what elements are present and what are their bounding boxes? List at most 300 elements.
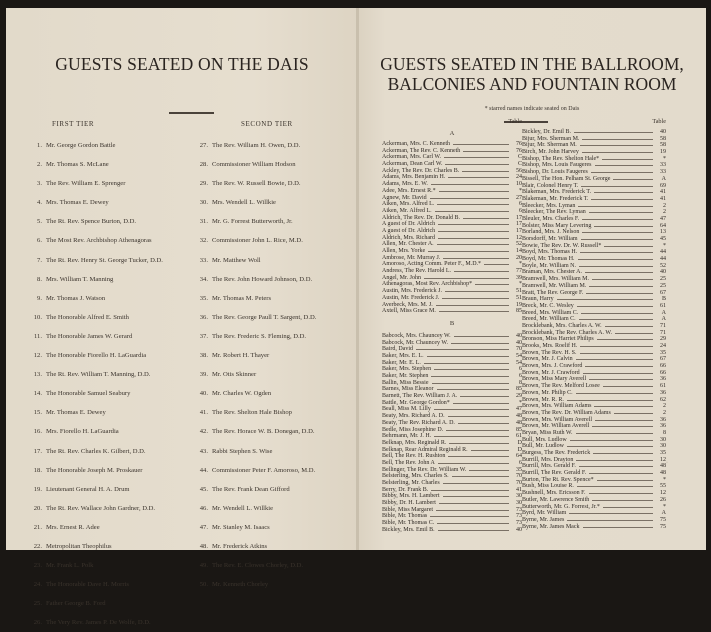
leader-line — [436, 506, 509, 511]
leader-line — [438, 459, 509, 464]
guest-name: Angel, Mr. John — [382, 274, 421, 281]
guest-name: Baker, Mrs. E. L. — [382, 352, 424, 359]
guest-entry — [382, 526, 522, 533]
leader-line — [427, 352, 509, 357]
dais-guest — [196, 174, 316, 193]
seat-number: 43. — [199, 447, 208, 455]
dais-guest — [196, 499, 316, 518]
guest-name: Bushnell, Mrs. Ericsson F. — [522, 490, 586, 497]
guest-name: The Rev. William H. Owen, D.D. — [212, 142, 301, 149]
guest-entry — [522, 141, 666, 148]
table-number: 25 — [660, 282, 666, 289]
leader-line — [428, 247, 509, 252]
guest-name: Mr. Thomas M. Peters — [212, 294, 272, 302]
leader-line — [613, 175, 653, 180]
guest-name: Berry, Dr. Frank B. — [382, 486, 429, 493]
leader-line — [593, 449, 653, 454]
guest-entry — [522, 402, 666, 409]
table-number: 6 — [519, 459, 522, 466]
seat-number: 44. — [199, 466, 208, 474]
table-number: 35 — [660, 450, 666, 456]
dais-guest — [196, 461, 316, 480]
guest-name: Breed, Mr. William C. — [522, 316, 576, 323]
dais-guest — [196, 365, 316, 384]
table-number: 35 — [516, 466, 522, 473]
page-mark: · — [666, 460, 668, 466]
leader-line — [594, 188, 653, 193]
guest-entry — [522, 188, 666, 195]
ballroom-title — [358, 54, 706, 94]
table-number: 73 — [516, 513, 522, 520]
guest-name: Brown, Mr. J. Crawford — [522, 369, 580, 376]
leader-line — [582, 228, 653, 233]
leader-line — [595, 416, 653, 421]
guest-entry — [522, 195, 666, 202]
guest-name: Braun, Harry — [522, 296, 554, 303]
guest-name: Brown, Mr. Philip C. — [522, 389, 573, 396]
leader-line — [444, 153, 509, 158]
table-number: A — [661, 510, 666, 517]
dais-guest — [196, 327, 316, 346]
seat-number: 41. — [199, 409, 208, 417]
leader-line — [431, 180, 509, 185]
table-number: * — [519, 399, 522, 406]
table-number: 2 — [663, 202, 666, 209]
guest-entry — [382, 405, 522, 412]
guest-entry — [522, 442, 666, 449]
leader-line — [580, 349, 654, 354]
seat-number: 31. — [199, 218, 208, 226]
guest-entry — [522, 382, 666, 389]
table-number: 17 — [516, 227, 522, 234]
table-number: 66 — [660, 363, 666, 370]
table-number: 36 — [660, 416, 666, 423]
guest-name: Boyd, Mrs. Thomas H. — [522, 249, 578, 256]
guest-name: Mr. Otis Skinner — [212, 371, 257, 379]
table-number: 85 — [516, 426, 522, 433]
guest-name: Bell, The Rev. H. Rushton — [382, 453, 446, 460]
guest-entry — [522, 302, 666, 309]
guest-name: Belknap, Mrs. Reginald R. — [382, 439, 447, 446]
table-number: 25 — [660, 276, 666, 283]
guest-name: Commissioner John L. Rice, M.D. — [212, 237, 303, 245]
leader-line — [432, 379, 509, 384]
guest-name: Bishop, Dr. Louis Faugeres — [522, 169, 588, 176]
guest-entry — [522, 235, 666, 242]
dais-guest — [30, 212, 163, 231]
guest-name: Mr. George Gordon Battle — [46, 142, 116, 149]
seat-number: 34. — [199, 275, 208, 283]
leader-line — [439, 187, 509, 192]
guest-entry — [522, 429, 666, 436]
leader-line — [603, 382, 653, 387]
seat-number: 12. — [33, 352, 42, 360]
dais-guest — [30, 346, 163, 365]
leader-line — [582, 135, 653, 140]
guest-name: Ambrose, Mr. Murray J. — [382, 254, 441, 261]
guest-entry — [382, 499, 522, 506]
guest-name: Mr. Frank L. Polk — [46, 562, 94, 570]
guest-name: Birch, Mr. John Harvey — [522, 149, 579, 156]
table-number: 20 — [516, 254, 522, 261]
guest-name: Baker, Mr. Stephen — [382, 373, 429, 379]
table-number: 33 — [660, 169, 666, 176]
guest-name: The Honorable James W. Gerard — [46, 332, 133, 340]
leader-line — [578, 202, 653, 207]
leader-line — [443, 492, 509, 497]
dais-guest — [30, 251, 163, 270]
dais-guest — [30, 594, 163, 613]
dais-guest — [30, 556, 163, 575]
guest-entry — [522, 282, 666, 289]
guest-name: Beall, Miss M. Lilly — [382, 406, 431, 413]
leader-line — [443, 479, 509, 484]
guest-entry — [382, 446, 522, 453]
guest-entry — [522, 349, 666, 356]
table-number: 41 — [516, 486, 522, 493]
leader-line — [471, 446, 509, 451]
leader-line — [416, 345, 509, 350]
guest-name: Commissioner William Hodson — [212, 161, 296, 169]
leader-line — [449, 439, 509, 444]
guest-name: Mrs. Fiorello H. LaGuardia — [46, 428, 119, 436]
seat-number: 37. — [199, 332, 208, 340]
seat-number: 2. — [37, 161, 42, 169]
dais-guest — [196, 575, 316, 594]
guest-entry — [522, 255, 666, 262]
leader-line — [581, 235, 653, 240]
dais-guest — [196, 537, 316, 556]
guest-entry — [522, 482, 666, 489]
guest-name: The Honorable Alfred E. Smith — [46, 313, 129, 321]
leader-line — [424, 359, 509, 364]
leader-line — [434, 432, 509, 437]
section-letter-a: A — [449, 130, 455, 137]
ballroom-title-line1: GUESTS SEATED IN THE BALLROOM, — [380, 54, 684, 74]
table-number: 61 — [660, 302, 666, 309]
ballroom-title-line2: BALCONIES AND FOUNTAIN ROOM — [387, 74, 677, 94]
table-heading: Table — [508, 118, 522, 125]
guest-name: Battle, Mr. George Gordon* — [382, 399, 450, 406]
dais-guest — [196, 155, 316, 174]
guest-name: Bratt, The Rev. George F. — [522, 289, 584, 296]
guest-entry — [382, 412, 522, 419]
guest-name: Allen, Mrs. Yorke — [382, 248, 426, 254]
section-a-entries — [382, 140, 522, 314]
guest-name: Brown, Mr. William Averell — [522, 423, 590, 430]
dais-guest — [30, 537, 163, 556]
leader-line — [582, 215, 653, 220]
guest-entry — [522, 222, 666, 229]
table-number: 70 — [516, 346, 522, 353]
leader-line — [604, 242, 653, 247]
leader-line — [469, 466, 509, 471]
seat-number: 10. — [33, 313, 42, 321]
guest-entry — [522, 208, 666, 215]
guest-entry — [382, 379, 522, 386]
guest-entry — [522, 462, 666, 469]
leader-line — [437, 385, 510, 390]
guest-entry — [382, 365, 522, 372]
guest-name: Athenagoras, Most Rev. Archbishop* — [382, 281, 473, 288]
table-number: 58 — [660, 135, 666, 142]
guest-name: Aiken, Mrs. Alfred L. — [382, 201, 435, 208]
guest-name: Bryan, Miss Ruth W. — [522, 429, 573, 436]
guest-entry — [382, 280, 522, 287]
guest-name: Brocklebank, Mrs. Charles A. W. — [522, 322, 602, 329]
table-number: 40 — [516, 339, 522, 346]
seat-number: 21. — [33, 523, 42, 531]
table-number: 47 — [516, 406, 522, 413]
leader-line — [577, 482, 653, 487]
guest-name: Bush, Miss Louise R. — [522, 483, 574, 490]
guest-entry — [382, 452, 522, 459]
leader-line — [434, 405, 509, 410]
guest-entry — [382, 194, 522, 201]
table-number: 69 — [660, 182, 666, 189]
guest-name: The Honorable Fiorello H. LaGuardia — [46, 352, 147, 360]
guest-entry — [522, 409, 666, 416]
guest-name: The Very Rev. James P. De Wolfe, D.D. — [46, 619, 151, 627]
table-number: 47 — [660, 215, 666, 222]
table-number: 17 — [516, 221, 522, 228]
guest-name: The Rev. Frederic S. Fleming, D.D. — [212, 332, 307, 340]
guest-name: The Rev. John Howard Johnson, D.D. — [212, 275, 313, 283]
leader-line — [445, 287, 509, 292]
leader-line — [458, 419, 509, 424]
guest-name: Mr. Thomas S. McLane — [46, 161, 109, 169]
guest-entry — [382, 506, 522, 513]
leader-line — [594, 402, 653, 407]
table-number: * — [519, 187, 522, 194]
guest-entry — [382, 247, 522, 254]
table-number: 41 — [660, 189, 666, 196]
guest-entry — [382, 492, 522, 499]
guest-entry — [382, 287, 522, 294]
guest-entry — [522, 128, 666, 135]
booklet-spread — [6, 8, 706, 627]
dais-guest — [30, 613, 163, 632]
guest-entry — [382, 200, 522, 207]
dais-guest — [30, 461, 163, 480]
guest-name: Ackerman, Mrs. C. Kenneth — [382, 141, 450, 147]
leader-line — [475, 280, 509, 285]
guest-entry — [382, 160, 522, 167]
section-b-entries — [382, 332, 522, 533]
table-number: 40 — [516, 332, 522, 339]
second-tier-list — [196, 136, 316, 594]
leader-line — [580, 342, 653, 347]
seat-number: 23. — [33, 562, 42, 570]
guest-name: Amoroso, Acting Comm. Peter F., M.D.* — [382, 261, 482, 268]
table-number: 12 — [660, 456, 666, 463]
guest-name: Ballin, Miss Bessie — [382, 379, 429, 386]
guest-entry — [522, 161, 666, 168]
leader-line — [578, 255, 653, 260]
table-number: A — [661, 309, 666, 316]
leader-line — [576, 429, 653, 434]
guest-entry — [522, 322, 666, 329]
guest-entry — [382, 392, 522, 399]
leader-line — [592, 496, 653, 501]
seat-number: 1. — [37, 142, 42, 149]
leader-line — [614, 409, 653, 414]
column-2-entries — [522, 128, 666, 529]
dais-guest — [196, 346, 316, 365]
guest-name: Brooks, Mrs. Roelif H. — [522, 343, 578, 349]
table-number: 48 — [516, 413, 522, 420]
guest-entry — [522, 228, 666, 235]
guest-name: The Most Rev. Archbishop Athenagoras — [46, 237, 152, 245]
guest-entry — [522, 456, 666, 463]
leader-line — [576, 456, 653, 461]
table-number: 30 — [660, 436, 666, 443]
dais-guest — [30, 442, 163, 461]
guest-entry — [382, 240, 522, 247]
table-number: C — [517, 154, 522, 161]
guest-name: Behrmann, Mr. J. H. — [382, 433, 432, 440]
table-number: 6 — [519, 373, 522, 379]
guest-entry — [382, 426, 522, 433]
leader-line — [430, 194, 509, 199]
table-number: 85 — [516, 308, 522, 315]
leader-line — [437, 200, 509, 205]
leader-line — [434, 365, 509, 370]
leader-line — [585, 268, 653, 273]
guest-name: Bleuler, Mrs. Charles F. — [522, 215, 580, 222]
leader-line — [581, 182, 653, 187]
seat-number: 33. — [199, 256, 208, 264]
leader-line — [451, 339, 509, 344]
guest-name: Blakeman, Mr. Frederick T. — [522, 195, 589, 202]
guest-name: Adams, Mrs. E. W. — [382, 181, 428, 188]
seat-number: 5. — [37, 218, 42, 226]
seat-number: 13. — [33, 371, 42, 379]
starred-note: * starred names indicate seated on Dais — [484, 106, 580, 112]
leader-line — [592, 275, 653, 280]
first-tier-heading: FIRST TIER — [52, 120, 95, 128]
leader-line — [439, 499, 509, 504]
guest-entry — [522, 389, 666, 396]
guest-name: The Rt. Rev. Charles K. Gilbert, D.D. — [46, 447, 146, 455]
guest-entry — [522, 148, 666, 155]
leader-line — [595, 161, 654, 166]
guest-entry — [382, 472, 522, 479]
table-number: 2 — [663, 209, 666, 216]
guest-entry — [522, 449, 666, 456]
guest-entry — [522, 135, 666, 142]
guest-name: Breck, Mr. C. Wesley — [522, 302, 574, 309]
guest-name: Adams, Mrs. Benjamin H. — [382, 174, 446, 181]
table-number: 76 — [516, 141, 522, 147]
leader-line — [579, 462, 653, 467]
guest-entry — [382, 385, 522, 392]
guest-name: Brown, The Rev. H. S. — [522, 349, 577, 356]
guest-name: Boyle, Mr. William N. — [522, 262, 576, 269]
guest-name: Burrill, Mrs. Gerald F. — [522, 463, 576, 470]
table-number: 36 — [660, 376, 666, 383]
table-number: 17 — [516, 214, 522, 221]
guest-name: Averbeck, Mrs. M. J. — [382, 301, 433, 308]
guest-name: Mrs. William T. Manning — [46, 275, 114, 283]
table-number: 6 — [519, 201, 522, 208]
guest-name: Adee, Mrs. Ernest R.* — [382, 187, 436, 194]
leader-line — [579, 262, 653, 267]
guest-entry — [382, 486, 522, 493]
guest-name: The Rev. George Paull T. Sargent, D.D. — [212, 313, 317, 321]
table-number: 64 — [516, 453, 522, 460]
leader-line — [484, 260, 509, 265]
guest-entry — [382, 254, 522, 261]
guest-name: Bijur, Mrs. Sherman M. — [522, 135, 580, 142]
guest-entry — [382, 180, 522, 187]
guest-name: Brocklebank, The Rev. Charles A. W. — [522, 329, 612, 336]
guest-entry — [382, 372, 522, 379]
leader-line — [583, 523, 654, 528]
guest-name: Bishop, Mrs. Louis Faugeres — [522, 162, 592, 169]
guest-entry — [522, 369, 666, 376]
dais-guest — [196, 403, 316, 422]
guest-name: Aldrich, Mrs. Richard — [382, 234, 435, 241]
leader-line — [615, 329, 653, 334]
guest-name: The Rev. E. Clowes Chorley, D.D. — [212, 562, 304, 570]
seat-number: 30. — [199, 199, 208, 207]
guest-entry — [382, 140, 522, 147]
guest-name: The Rt. Rev. Wallace John Gardner, D.D. — [46, 504, 156, 512]
guest-name: Ackerman, Mrs. Carl W. — [382, 154, 441, 161]
guest-entry — [382, 220, 522, 227]
leader-line — [463, 147, 509, 152]
guest-name: Bull, Mrs. Ludlow — [522, 436, 567, 443]
guest-name: Agnew, Mr. David — [382, 194, 427, 201]
leader-line — [567, 442, 653, 447]
guest-name: Butterworth, Mr. G. Forrest, Jr.* — [522, 503, 600, 510]
guest-name: Belsterling, Mr. Charles — [382, 480, 440, 486]
seat-number: 24. — [33, 581, 42, 589]
seat-number: 18. — [33, 466, 42, 474]
dais-title: GUESTS SEATED ON THE DAIS — [55, 54, 309, 74]
guest-name: Bishop, The Rev. Shelton Hale* — [522, 155, 600, 162]
guest-name: Lieutenant General H. A. Drum — [46, 485, 130, 493]
table-number: 77 — [516, 268, 522, 275]
guest-name: Bible, Mr. Thomas — [382, 513, 428, 520]
leader-line — [443, 254, 509, 259]
table-number: * — [663, 242, 666, 249]
guest-name: Bleecker, The Rev. Lyman — [522, 209, 586, 216]
leader-line — [431, 486, 509, 491]
table-number: 24 — [660, 343, 666, 349]
seat-number: 14. — [33, 390, 42, 398]
leader-line — [589, 282, 653, 287]
table-number: 76 — [516, 147, 522, 154]
leader-line — [557, 295, 653, 300]
leader-line — [594, 222, 653, 227]
dais-guest — [196, 193, 316, 212]
table-number: 71 — [660, 322, 666, 329]
guest-name: Bull, Mr. Ludlow — [522, 443, 565, 450]
leader-line — [438, 234, 509, 239]
table-number: 73 — [516, 520, 522, 527]
guest-entry — [382, 173, 522, 180]
guest-name: Byrne, Mr. James Mack — [522, 523, 580, 530]
leader-line — [589, 208, 653, 213]
guest-name: Bible, Miss Margaret — [382, 506, 434, 513]
table-number: 61 — [660, 383, 666, 390]
section-letter-b: B — [449, 319, 455, 327]
dais-guest — [196, 136, 316, 155]
guest-name: Barnett, The Rev. William J. A. — [382, 393, 458, 400]
guest-entry — [522, 202, 666, 209]
